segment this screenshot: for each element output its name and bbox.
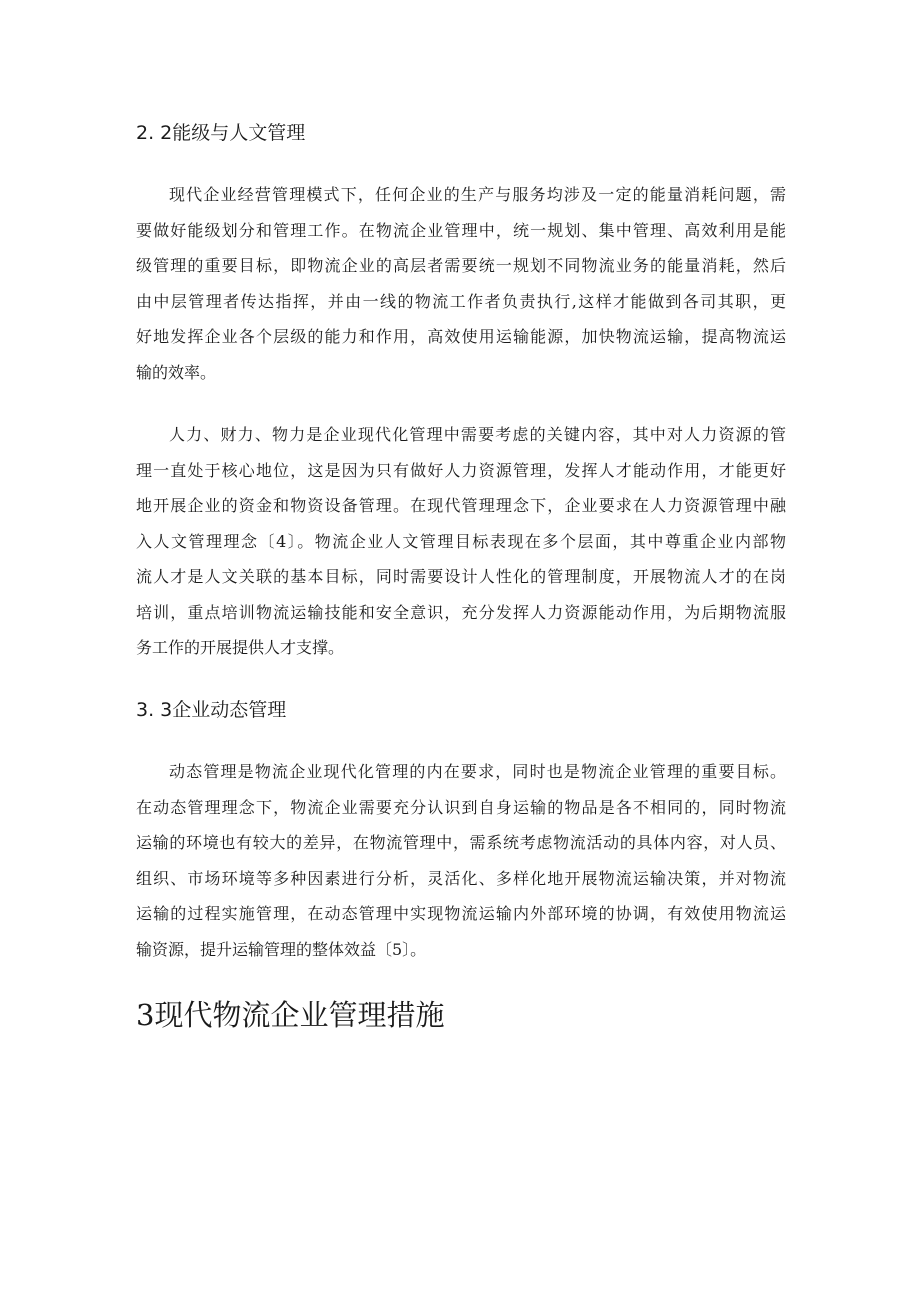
text-line: 在动态管理理念下，物流企业需要充分认识到自身运输的物品是各不相同的，同时物流 — [136, 797, 786, 817]
paragraph-humanistic-management — [136, 417, 786, 666]
text-line: 输的效率。 — [136, 362, 217, 382]
text-line: 培训，重点培训物流运输技能和安全意识，充分发挥人力资源能动作用，为后期物流服 — [136, 602, 786, 622]
section-heading-2-2: 2. 2能级与人文管理 — [136, 122, 306, 144]
text-line: 要做好能级划分和管理工作。在物流企业管理中，统一规划、集中管理、高效利用是能 — [136, 220, 786, 240]
text-line: 组织、市场环境等多种因素进行分析，灵活化、多样化地开展物流运输决策，并对物流 — [136, 868, 786, 888]
chapter-heading-3: 3现代物流企业管理措施 — [136, 998, 445, 1032]
text-line: 人力、财力、物力是企业现代化管理中需要考虑的关键内容，其中对人力资源的管 — [169, 425, 786, 444]
paragraph-dynamic-management — [136, 754, 786, 967]
text-line: 地开展企业的资金和物资设备管理。在现代管理理念下，企业要求在人力资源管理中融 — [136, 496, 786, 515]
paragraph-energy-level — [136, 177, 786, 390]
text-line: 务工作的开展提供人才支撑。 — [136, 638, 345, 657]
text-line: 好地发挥企业各个层级的能力和作用，高效使用运输能源，加快物流运输，提高物流运 — [136, 327, 786, 346]
section-heading-3-3: 3. 3企业动态管理 — [136, 699, 287, 721]
text-line: 流人才是人文关联的基本目标，同时需要设计人性化的管理制度，开展物流人才的在岗 — [136, 567, 786, 586]
text-line: 理一直处于核心地位，这是因为只有做好人力资源管理，发挥人才能动作用，才能更好 — [136, 460, 786, 480]
text-line: 输资源，提升运输管理的整体效益〔5〕。 — [136, 939, 427, 959]
text-line: 由中层管理者传达指挥，并由一线的物流工作者负责执行,这样才能做到各司其职，更 — [136, 291, 786, 311]
text-line: 动态管理是物流企业现代化管理的内在要求，同时也是物流企业管理的重要目标。 — [169, 762, 786, 781]
text-line: 入人文管理理念〔4〕。物流企业人文管理目标表现在多个层面，其中尊重企业内部物 — [136, 531, 786, 551]
text-line: 现代企业经营管理模式下，任何企业的生产与服务均涉及一定的能量消耗问题，需 — [169, 185, 786, 204]
text-line: 运输的环境也有较大的差异，在物流管理中，需系统考虑物流活动的具体内容，对人员、 — [136, 833, 786, 852]
text-line: 运输的过程实施管理，在动态管理中实现物流运输内外部环境的协调，有效使用物流运 — [136, 904, 786, 923]
text-line: 级管理的重要目标，即物流企业的高层者需要统一规划不同物流业务的能量消耗，然后 — [136, 256, 786, 275]
